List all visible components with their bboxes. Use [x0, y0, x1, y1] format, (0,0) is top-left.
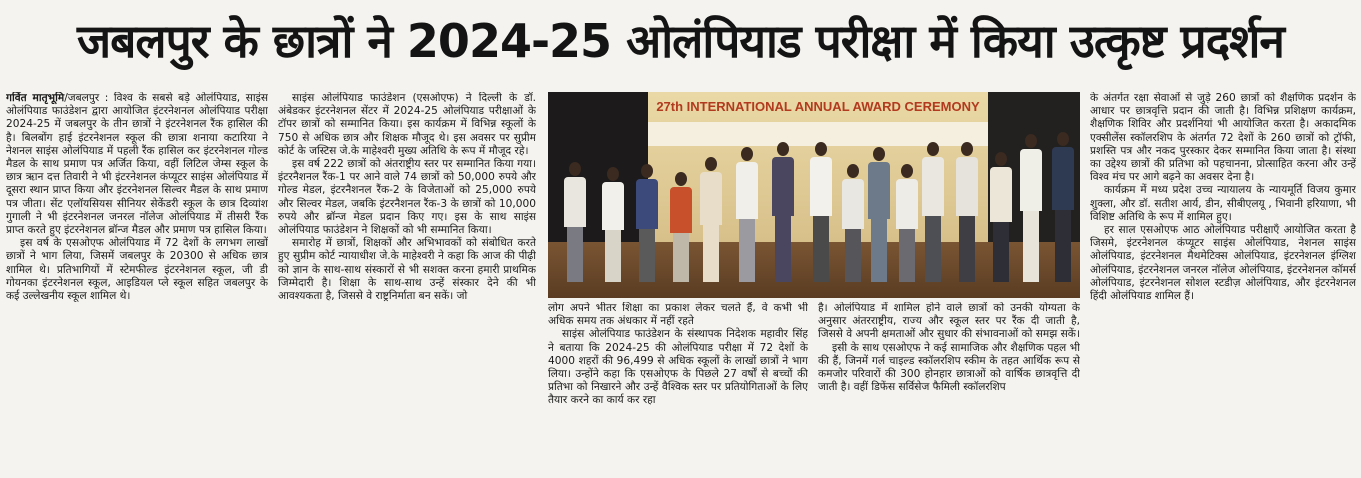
paragraph: के अंतर्गत रक्षा सेवाओं से जुड़े 260 छात्रों को शैक्षणिक प्रदर्शन के आधार पर छात्रवृत्ति प्रदान की जाती है। विभिन्न प्रशिक्षण कार्यक्रम, शैक्षणिक शिविर और प्रदर्शनियां भी आयोजित करता है। अकादमिक एक्सीलेंस स्कॉलरशिप के अंतर्गत 72 देशों के 260 छात्रों को ट्रॉफी, प्रशस्ति पत्र और नकद पुरस्कार देकर सम्मानित किया जाता है। संस्था का उद्देश्य छात्रों की प्रतिभा को पहचानना, प्रोत्साहित करना और उन्हें विश्व मंच पर आगे बढ़ने का अवसर देना है।	[1090, 92, 1356, 184]
person-figure	[734, 147, 760, 282]
person-figure	[954, 142, 980, 282]
paragraph: साइंस ओलंपियाड फाउंडेशन के संस्थापक निदेशक महावीर सिंह ने बताया कि 2024-25 की ओलंपियाड परीक्षा में 72 देशों के 4000 शहरों की 96,499 से अधिक स्कूलों के लाखों छात्रों ने भाग लिया। उन्होंने कहा कि एसओएफ के पिछले 27 वर्षों से बच्चों की प्रतिभा को निखारने और उन्हें वैश्विक स्तर पर प्रतियोगिताओं के लिए तैयार करने का कार्य कर रहा	[548, 328, 808, 407]
person-figure	[866, 147, 892, 282]
person-figure	[1018, 134, 1044, 282]
person-figure	[808, 142, 834, 282]
article-column-4	[818, 302, 1080, 472]
paragraph: कार्यक्रम में मध्य प्रदेश उच्च न्यायालय के न्यायमूर्ति विजय कुमार शुक्ला, और डॉ. सतीश आर्य, डीन, सीबीएलयू , भिवानी हरियाणा, भी विशिष्ट अतिथि के रूप में शामिल हुए।	[1090, 184, 1356, 223]
paragraph: लोग अपने भीतर शिक्षा का प्रकाश लेकर चलते हैं, वे कभी भी अधिक समय तक अंधकार में नहीं रहते	[548, 302, 808, 328]
article-column-1	[6, 92, 268, 474]
article-column-3	[548, 302, 808, 472]
dateline-text: /जबलपुर : विश्व के सबसे बड़े ओलंपियाड, साइंस ओलंपियाड फाउंडेशन द्वारा आयोजित इंटरनेशनल ओलंपियाड परीक्षा 2024-25 में जबलपुर के तीन छात्रों ने इंटरनेशनल रैंक हासिल की है। बिलबोंग हाई इंटरनेशनल स्कूल की छात्रा शनाया कटारिया ने नेशनल साइंस ओलंपियाड में पहली रैंक हासिल कर इंटरनेशनल गोल्ड मैडल के साथ प्रमाण पत्र अर्जित किया, वहीं लिटिल जेम्स स्कूल के छात्र ऋान दत्त तिवारी ने भी इंटरनेशनल कंप्यूटर साइंस ओलंपियाड में दूसरा स्थान प्राप्त किया और इंटरनेशनल सिल्वर मैडल के साथ प्रमाण पत्र जीता। सेंट एलॉयसियस सीनियर सेकेंडरी स्कूल के छात्र दिव्यांश गुगाली ने भी इंटरनेशनल जनरल नॉलेज ओलंपियाड में तीसरी रैंक प्राप्त करते हुए इंटरनेशनल ब्रॉन्ज मैडल और प्रमाण पत्र हासिल किया।	[6, 92, 268, 237]
byline: गर्वित मातृभूमि	[6, 92, 65, 104]
person-figure	[988, 152, 1014, 282]
paragraph: है। ओलंपियाड में शामिल होने वाले छात्रों को उनकी योग्यता के अनुसार अंतरराष्ट्रीय, राज्य और स्कूल स्तर पर रैंक दी जाती है, जिससे वे अपनी क्षमताओं और सुधार की संभावनाओं को समझ सकें।	[818, 302, 1080, 341]
person-figure	[634, 164, 660, 282]
person-figure	[600, 167, 626, 282]
paragraph: समारोह में छात्रों, शिक्षकों और अभिभावकों को संबोधित करते हुए सुप्रीम कोर्ट न्यायाधीश जे.के माहेश्वरी ने कहा कि आज की पीढ़ी को ज्ञान के साथ-साथ संस्कारों से भी सशक्त करना हमारी प्राथमिक जिम्मेदारी है। शिक्षा के साथ-साथ उन्हें संस्कार देने की भी आवश्यकता है, जिससे वे राष्ट्रनिर्माता बन सकें। जो	[278, 237, 536, 303]
person-figure	[562, 162, 588, 282]
paragraph	[6, 92, 268, 237]
person-figure	[894, 164, 920, 282]
article-column-5	[1090, 92, 1356, 474]
ceremony-banner: 27th INTERNATIONAL ANNUAL AWARD CEREMONY	[656, 99, 980, 114]
paragraph: इस वर्ष के एसओएफ ओलंपियाड में 72 देशों के लगभग लाखों छात्रों ने भाग लिया, जिसमें जबलपुर के 20300 से अधिक छात्र शामिल थे। प्रतिभागियों में स्टेमफील्ड इंटरनेशनल स्कूल, जी डी गोयनका इंटरनेशनल स्कूल, आइडियल प्ले स्कूल सहित जबलपुर के कई उल्लेखनीय स्कूल शामिल थे।	[6, 237, 268, 303]
headline: जबलपुर के छात्रों ने 2024-25 ओलंपियाड परीक्षा में किया उत्कृष्ट प्रदर्शन	[77, 14, 1284, 68]
person-figure	[698, 157, 724, 282]
person-figure	[1050, 132, 1076, 282]
paragraph: इस वर्ष 222 छात्रों को अंतराष्ट्रीय स्तर पर सम्मानित किया गया। इंटरनैशनल रैंक-1 पर आने वाले 74 छात्रों को 50,000 रुपये और गोल्ड मेडल, इंटरनैशनल रैंक-2 के विजेताओं को 25,000 रुपये और सिल्वर मेडल, जबकि इंटरनैशनल रैंक-3 के छात्रों को 10,000 रुपये और ब्रॉन्ज मेडल प्रदान किए गए। इस के साथ साइंस ओलंपियाड फाउंडेशन ने शिक्षकों को भी सम्मानित किया।	[278, 158, 536, 237]
paragraph: साइंस ओलंपियाड फाउंडेशन (एसओएफ) ने दिल्ली के डॉ. अंबेडकर इंटरनेशनल सेंटर में 2024-25 ओलंपियाड परीक्षाओं के टॉपर छात्रों को सम्मानित किया। इस कार्यक्रम में विभिन्न स्कूलों के 750 से अधिक छात्र और शिक्षक मौजूद थे। इस अवसर पर सुप्रीम कोर्ट के जस्टिस जे.के माहेश्वरी मुख्य अतिथि के रूप में मौजूद रहे।	[278, 92, 536, 157]
award-ceremony-photo	[548, 92, 1080, 298]
person-figure	[770, 142, 796, 282]
article-column-2	[278, 92, 536, 474]
person-figure	[840, 164, 866, 282]
paragraph: इसी के साथ एसओएफ ने कई सामाजिक और शैक्षणिक पहल भी की हैं, जिनमें गर्ल चाइल्ड स्कॉलरशिप स्कीम के तहत आर्थिक रूप से कमजोर परिवारों की 300 होनहार छात्राओं को वार्षिक छात्रवृत्ति दी जाती है। वहीं डिफेंस सर्विसेज फैमिली स्कॉलरशिप	[818, 341, 1080, 394]
paragraph: हर साल एसओएफ आठ ओलंपियाड परीक्षाएँ आयोजित करता है जिसमे, इंटरनेशनल कंप्यूटर साइंस ओलंपियाड, नेशनल साइंस ओलंपियाड, इंटरनेशनल मैथमेटिक्स ओलंपियाड, इंटरनेशनल इंग्लिश ओलंपियाड, इंटरनेशनल जनरल नॉलेज ओलंपियाड, इंटरनेशनल कॉमर्स ओलंपियाड, इंटरनेशनल सोशल स्टडीज़ ओलंपियाड, और इंटरनेशनल हिंदी ओलंपियाड शामिल हैं।	[1090, 224, 1356, 303]
person-figure	[920, 142, 946, 282]
person-figure	[668, 172, 694, 282]
